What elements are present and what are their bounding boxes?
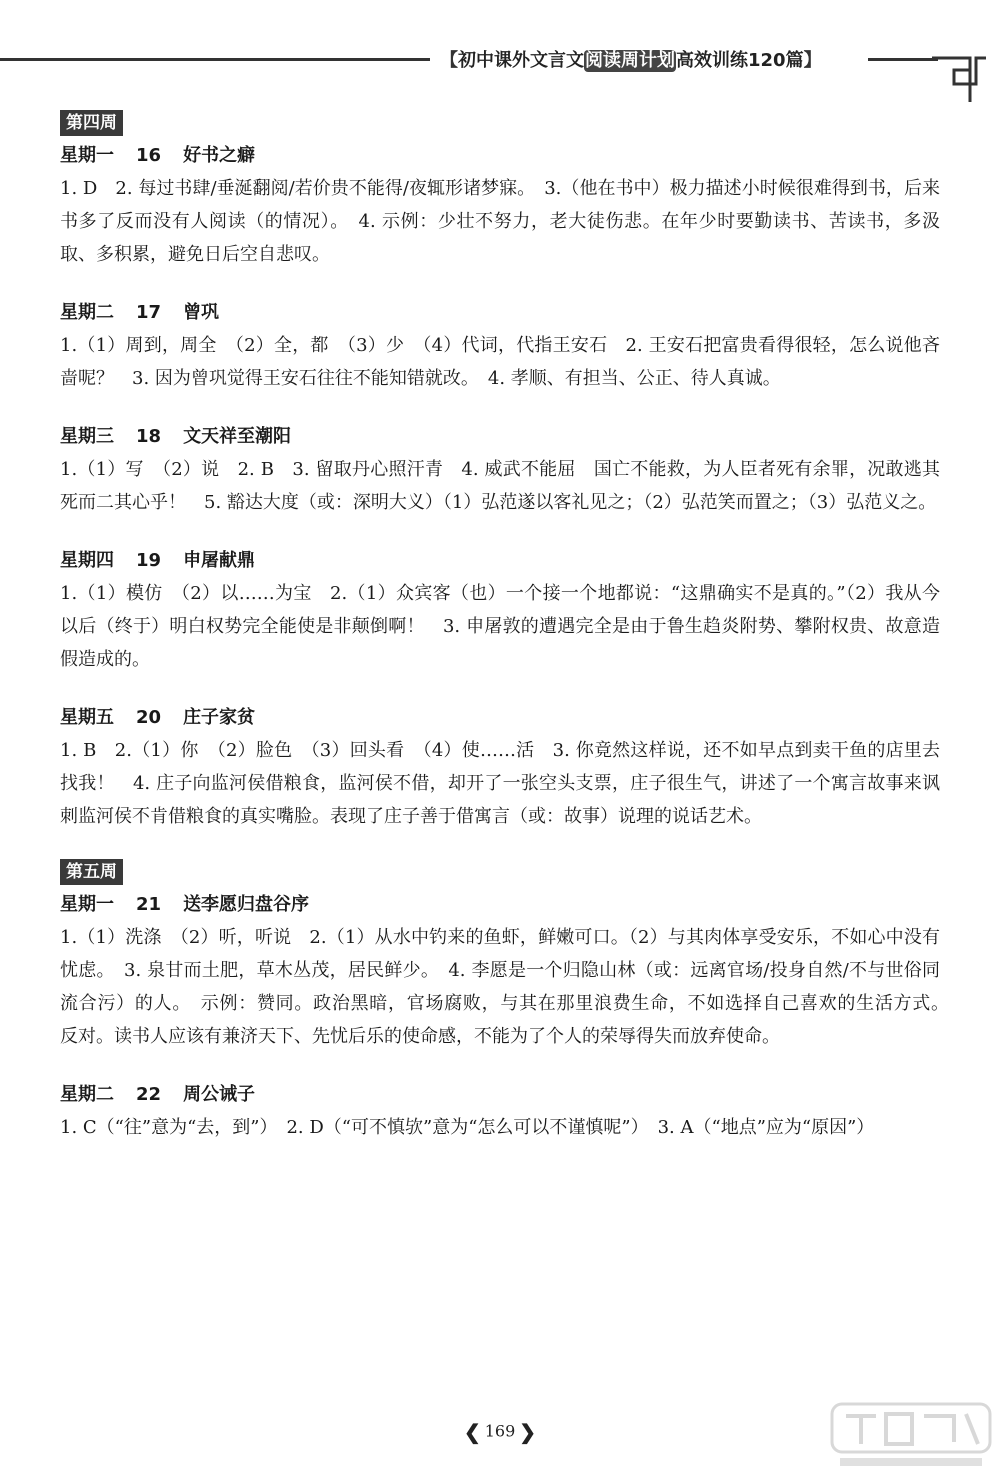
header-rule [0, 58, 430, 61]
bracket-right: 】 [803, 50, 822, 71]
answer-text: 1.（1）写 （2）说 2. B 3. 留取丹心照汗青 4. 威武不能屈 国亡不能救，为人臣者死有余罪，况敢逃其死而二其心乎！ 5. 豁达大度（或：深明大义）（1）弘范遂以客礼见之；（2）弘范笑而置之；（3）弘范义之。 [60, 459, 940, 513]
lesson-title: 好书之癖 [183, 145, 256, 166]
lesson-title: 曾巩 [183, 302, 220, 323]
lesson-number: 18 [136, 426, 162, 447]
lesson-number: 22 [136, 1084, 162, 1105]
lesson-title: 送李愿归盘谷序 [183, 894, 310, 915]
week-label: 第四周 [60, 110, 123, 136]
answer-text: 1.（1）周到，周全 （2）全，都 （3）少 （4）代词，代指王安石 2. 王安石把富贵看得很轻，怎么说他吝啬呢？ 3. 因为曾巩觉得王安石往往不能知错就改。 4. 孝顺、有担当、公正、待人真诚。 [60, 335, 940, 389]
answer-text: 1.（1）模仿 （2）以……为宝 2.（1）众宾客（也）一个接一个地都说：“这鼎确实不是真的。”（2）我从今以后（终于）明白权势完全能使是非颠倒啊！ 3. 申屠敦的遭遇完全是由于鲁生趋炎附势、攀附权贵、故意造假造成的。 [60, 583, 940, 670]
lesson-number: 20 [136, 707, 162, 728]
header-rule-right [868, 58, 938, 61]
answer-text: 1. C（“往”意为“去，到”） 2. D（“可不慎欤”意为“怎么可以不谨慎呢”） 3. A（“地点”应为“原因”） [60, 1117, 875, 1138]
lesson-title: 周公诫子 [183, 1084, 256, 1105]
day-name: 星期三 [60, 426, 114, 447]
day-heading [60, 889, 940, 921]
page-number: 169 [484, 1421, 516, 1441]
lesson-title: 申屠献鼎 [183, 550, 256, 571]
title-prefix: 初中课外文言文 [458, 50, 584, 71]
day-section [60, 545, 940, 676]
corner-ornament-icon [930, 50, 990, 110]
week-label: 第五周 [60, 859, 123, 885]
answer-text: 1. D 2. 每过书肆/垂涎翻阅/若价贵不能得/夜辄形诸梦寐。 3.（他在书中）极力描述小时候很难得到书，后来书多了反而没有人阅读（的情况）。 4. 示例：少壮不努力，老大徒伤悲。在年少时要勤读书、苦读书，多汲取、多积累，避免日后空自悲叹。 [60, 178, 940, 265]
day-heading [60, 702, 940, 734]
day-section [60, 297, 940, 395]
day-section [60, 702, 940, 833]
book-title [440, 46, 822, 76]
lesson-number: 19 [136, 550, 162, 571]
week-block [60, 859, 958, 1144]
bracket-left: 【 [440, 50, 458, 71]
chevron-right-icon: ❯ [519, 1420, 537, 1444]
day-name: 星期一 [60, 145, 114, 166]
day-name: 星期四 [60, 550, 114, 571]
day-section [60, 140, 940, 271]
lesson-number: 16 [136, 145, 162, 166]
day-heading [60, 421, 940, 453]
lesson-number: 21 [136, 894, 162, 915]
day-name: 星期二 [60, 302, 114, 323]
answer-content [60, 110, 958, 1170]
title-suffix: 高效训练120篇 [676, 50, 804, 71]
day-section [60, 1079, 940, 1144]
lesson-title: 文天祥至潮阳 [183, 426, 292, 447]
week-block [60, 110, 940, 833]
chevron-left-icon: ❮ [463, 1420, 481, 1444]
day-heading [60, 545, 940, 577]
day-name: 星期五 [60, 707, 114, 728]
answer-text: 1. B 2.（1）你 （2）脸色 （3）回头看 （4）使……活 3. 你竟然这样说，还不如早点到卖干鱼的店里去找我！ 4. 庄子向监河侯借粮食，监河侯不借，却开了一张空头支票，庄子很生气，讲述了一个寓言故事来讽刺监河侯不肯借粮食的真实嘴脸。表现了庄子善于借寓言（或：故事）说理的说话艺术。 [60, 740, 940, 827]
day-heading [60, 1079, 940, 1111]
day-heading [60, 140, 940, 172]
watermark-logo-icon [826, 1400, 996, 1478]
day-section [60, 421, 940, 519]
lesson-number: 17 [136, 302, 162, 323]
day-name: 星期一 [60, 894, 114, 915]
lesson-title: 庄子家贫 [183, 707, 256, 728]
day-heading [60, 297, 940, 329]
answer-text: 1.（1）洗涤 （2）听，听说 2.（1）从水中钓来的鱼虾，鲜嫩可口。（2）与其肉体享受安乐，不如心中没有忧虑。 3. 泉甘而土肥，草木丛茂，居民鲜少。 4. 李愿是一个归隐山林（或：远离官场/投身自然/不与世俗同流合污）的人。 示例：赞同。政治黑暗，官场腐败，与其在那里浪费生命，不如选择自己喜欢的生活方式。 反对。读书人应该有兼济天下、先忧后乐的使命感，不能为了个人的荣辱得失而放弃使命。 [60, 927, 958, 1047]
day-name: 星期二 [60, 1084, 114, 1105]
title-highlight: 阅读周计划 [585, 50, 675, 71]
day-section [60, 889, 958, 1053]
